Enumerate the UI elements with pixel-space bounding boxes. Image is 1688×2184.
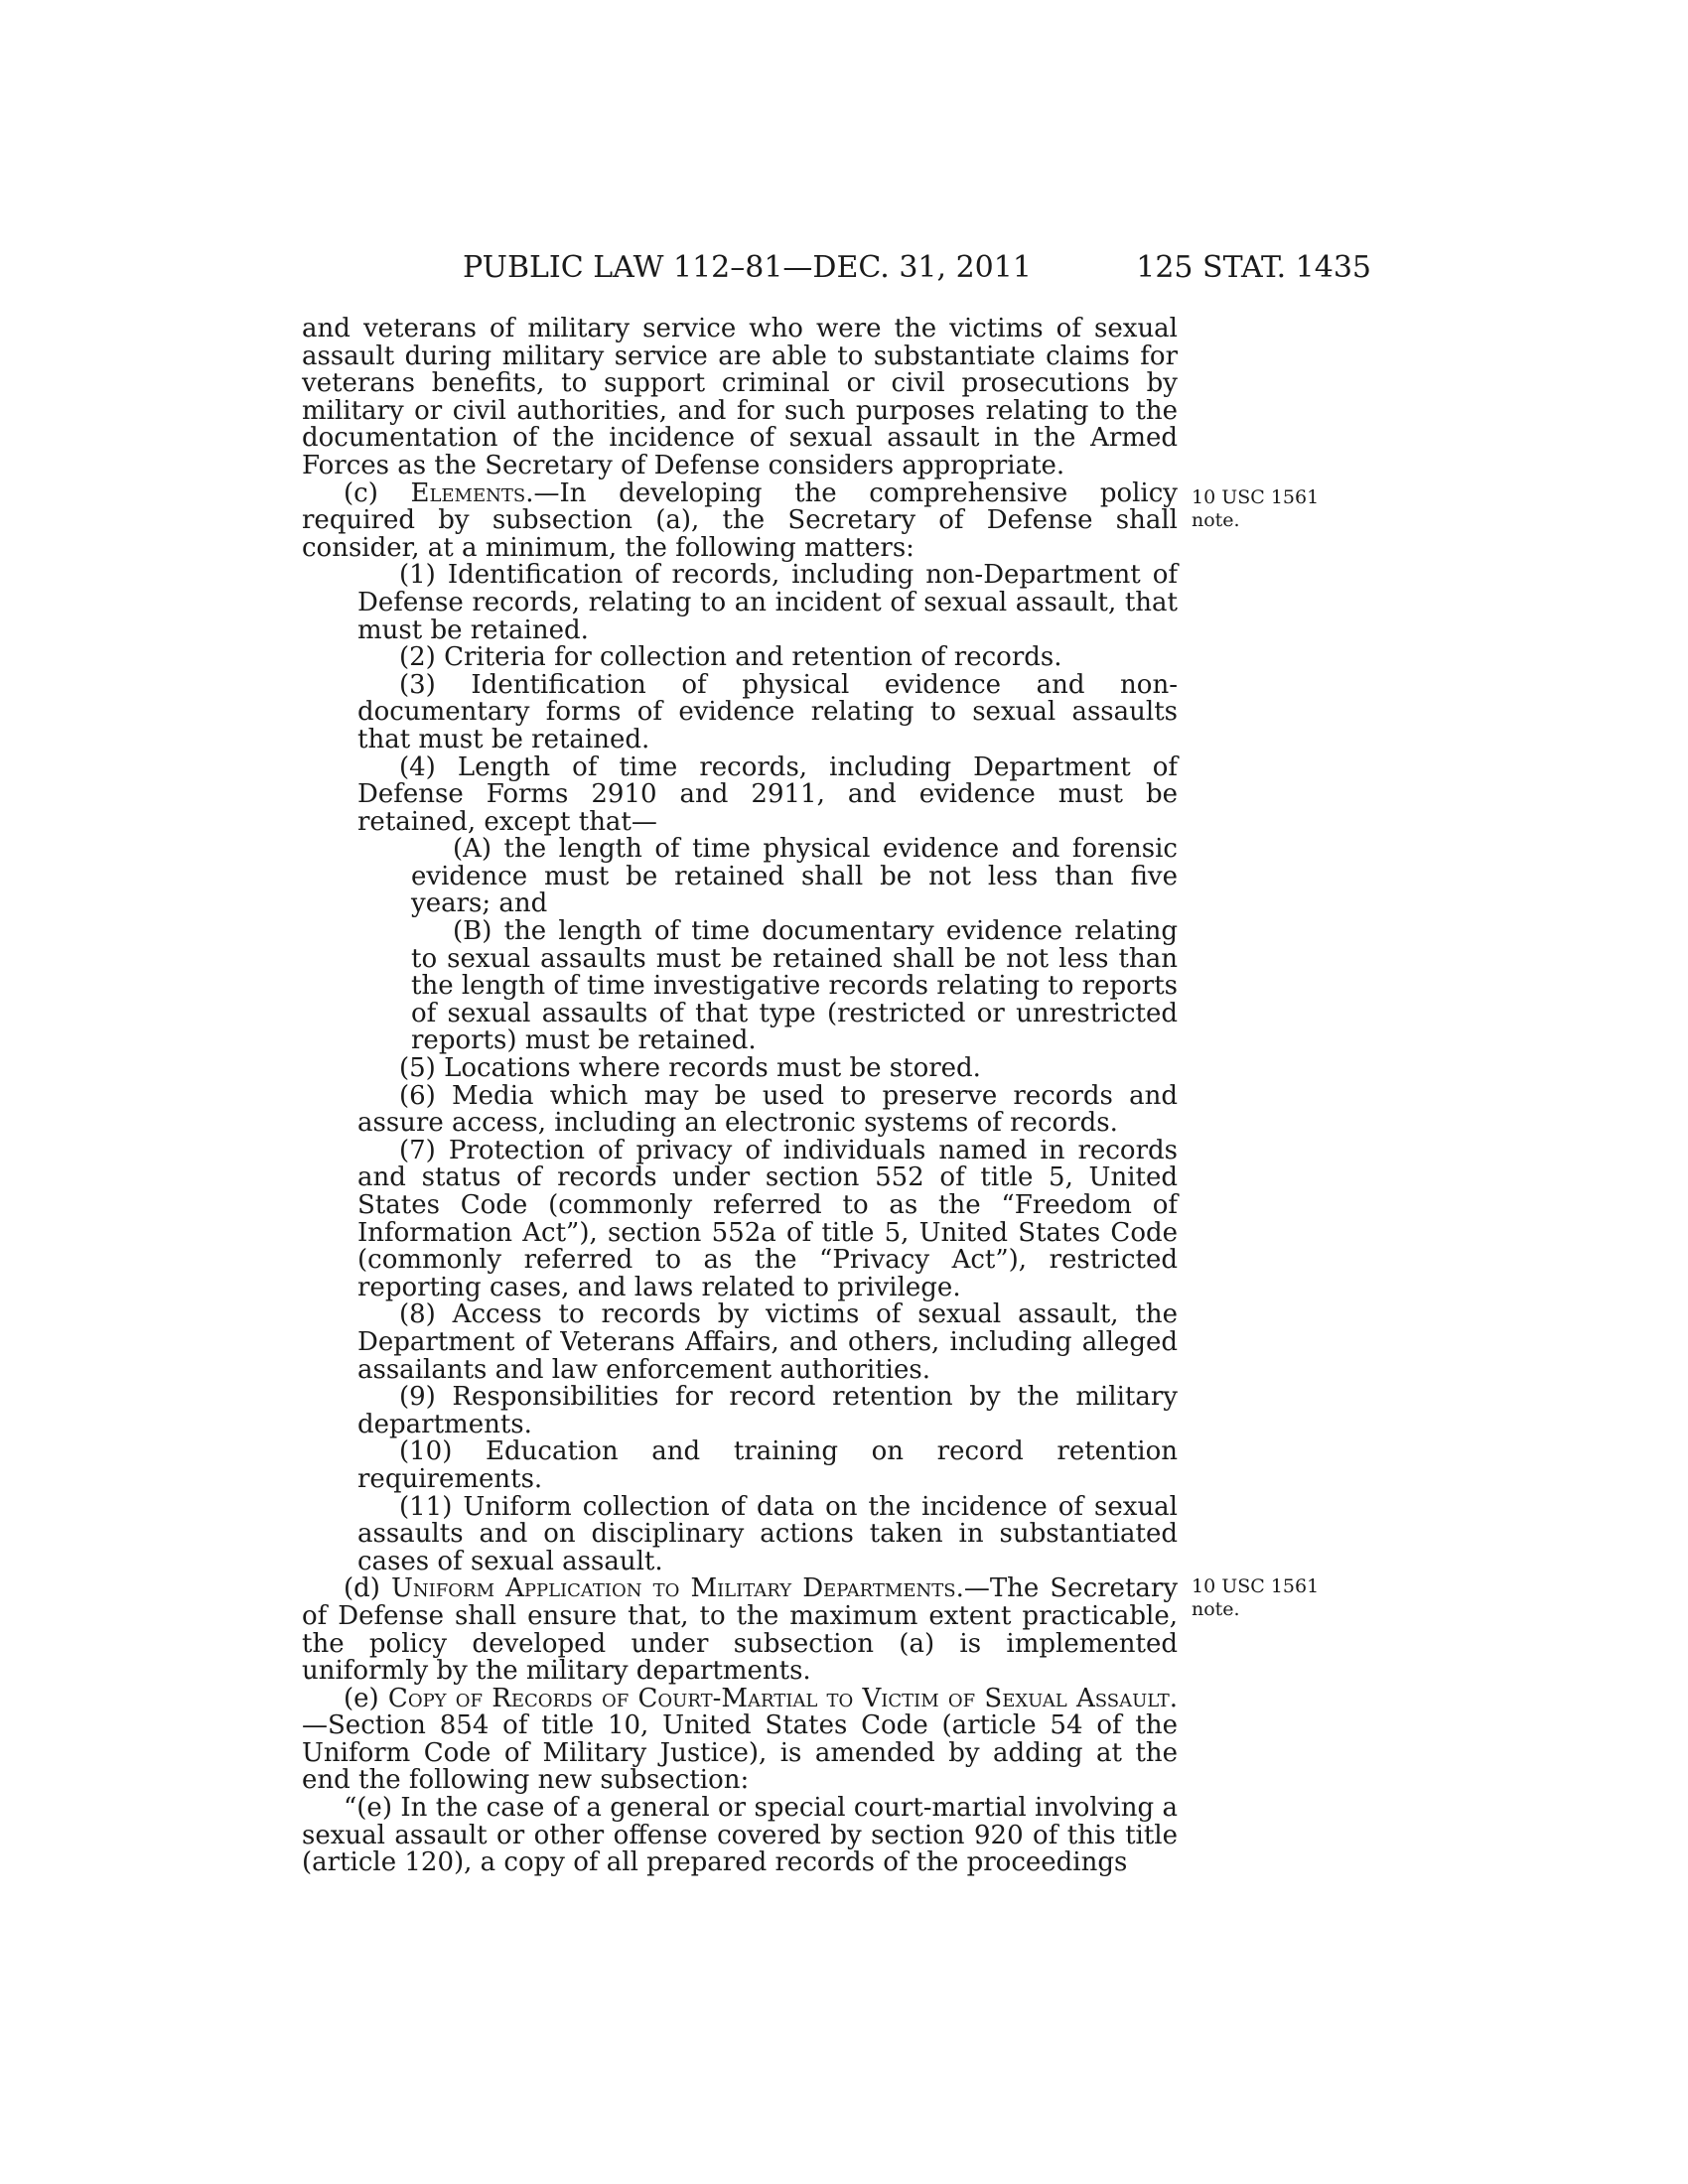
subsection-d — [302, 1575, 1178, 1685]
subsection-text: .—The Secretary of Defense shall ensure that, to the maximum extent practicable, the policy developed under subsection (a) is implemented uniformly by the military departments. — [302, 1573, 1179, 1687]
statute-body — [302, 316, 1178, 1877]
margin-note-label: note. — [1192, 1598, 1240, 1620]
paragraph-11: (11) Uniform collection of data on the incidence of sexual assaults and on disciplinary actions taken in substantiated cases of sexual assault. — [357, 1491, 1178, 1576]
paragraph-7: (7) Protection of privacy of individuals named in records and status of records under section 552 of title 5, United States Code (commonly referred to as the “Freedom of Information Act”), section 552a of title 5, United States Code (commonly referred to as the “Privacy Act”), restricted reporting cases, and laws related to privilege. — [357, 1135, 1178, 1302]
subparagraph-a: (A) the length of time physical evidence and forensic evidence must be retained shall be not less than five years; and — [411, 834, 1178, 919]
continued-paragraph: and veterans of military service who were the victims of sexual assault during military service are able to substantiate claims for veterans benefits, to support criminal or civil prosecutions by military or civil authorities, and for such purposes relating to the documentation of the incidence of sexual assault in the Armed Forces as the Secretary of Defense considers appropriate. — [302, 314, 1178, 480]
margin-note-citation: 10 USC 1561 — [1192, 486, 1320, 508]
subsection-heading: Elements — [410, 478, 526, 508]
paragraph-1: (1) Identification of records, including non-Department of Defense records, relating to an incident of sexual assault, that must be retained. — [357, 560, 1178, 645]
margin-note-d — [1192, 1575, 1319, 1621]
running-head: PUBLIC LAW 112–81—DEC. 31, 2011 — [463, 250, 1032, 285]
page-header — [463, 250, 1371, 286]
statute-citation: 125 STAT. 1435 — [1136, 250, 1371, 285]
paragraph-10: (10) Education and training on record retention requirements. — [357, 1436, 1178, 1494]
paragraph-8: (8) Access to records by victims of sexual assault, the Department of Veterans Affairs, and others, including alleged assailants and law enforcement authorities. — [357, 1299, 1178, 1385]
margin-note-label: note. — [1192, 509, 1240, 531]
margin-note-citation: 10 USC 1561 — [1192, 1575, 1320, 1597]
subsection-c — [302, 480, 1178, 563]
subsection-label: (c) — [344, 478, 378, 508]
subsection-heading: Copy of Records of Court-Martial to Victim of Sexual Assault — [387, 1683, 1170, 1713]
subsection-heading: Uniform Application to Military Departments — [391, 1573, 956, 1604]
paragraph-9: (9) Responsibilities for record retention by the military departments. — [357, 1382, 1178, 1439]
subsection-e — [302, 1683, 1179, 1796]
margin-note-c — [1192, 486, 1319, 532]
subsection-label: (d) — [344, 1573, 380, 1604]
paragraph-3: (3) Identification of physical evidence and non-documentary forms of evidence relating to sexual assaults that must be retained. — [357, 669, 1178, 754]
subsection-text: .—Section 854 of title 10, United States Code (article 54 of the Uniform Code of Military Justice), is amended by adding at the end the following new subsection: — [302, 1683, 1179, 1796]
quoted-amendment: “(e) In the case of a general or special court-martial involving a sexual assault or other offense covered by section 920 of this title (article 120), a copy of all prepared records of the proceedings — [302, 1793, 1178, 1878]
subparagraph-b: (B) the length of time documentary evidence relating to sexual assaults must be retained shall be not less than the length of time investigative records relating to reports of sexual assaults of that type (restricted or unrestricted reports) must be retained. — [411, 916, 1178, 1056]
paragraph-4: (4) Length of time records, including Department of Defense Forms 2910 and 2911, and evidence must be retained, except that— — [357, 751, 1178, 837]
paragraph-2: (2) Criteria for collection and retention of records. — [399, 642, 1062, 673]
paragraph-6: (6) Media which may be used to preserve records and assure access, including an electronic systems of records. — [357, 1080, 1178, 1139]
subsection-text: .—In developing the comprehensive policy required by subsection (a), the Secretary of Defense shall consider, at a minimum, the following matters: — [302, 478, 1178, 563]
subsection-label: (e) — [344, 1683, 379, 1713]
paragraph-5: (5) Locations where records must be stored. — [399, 1053, 981, 1084]
